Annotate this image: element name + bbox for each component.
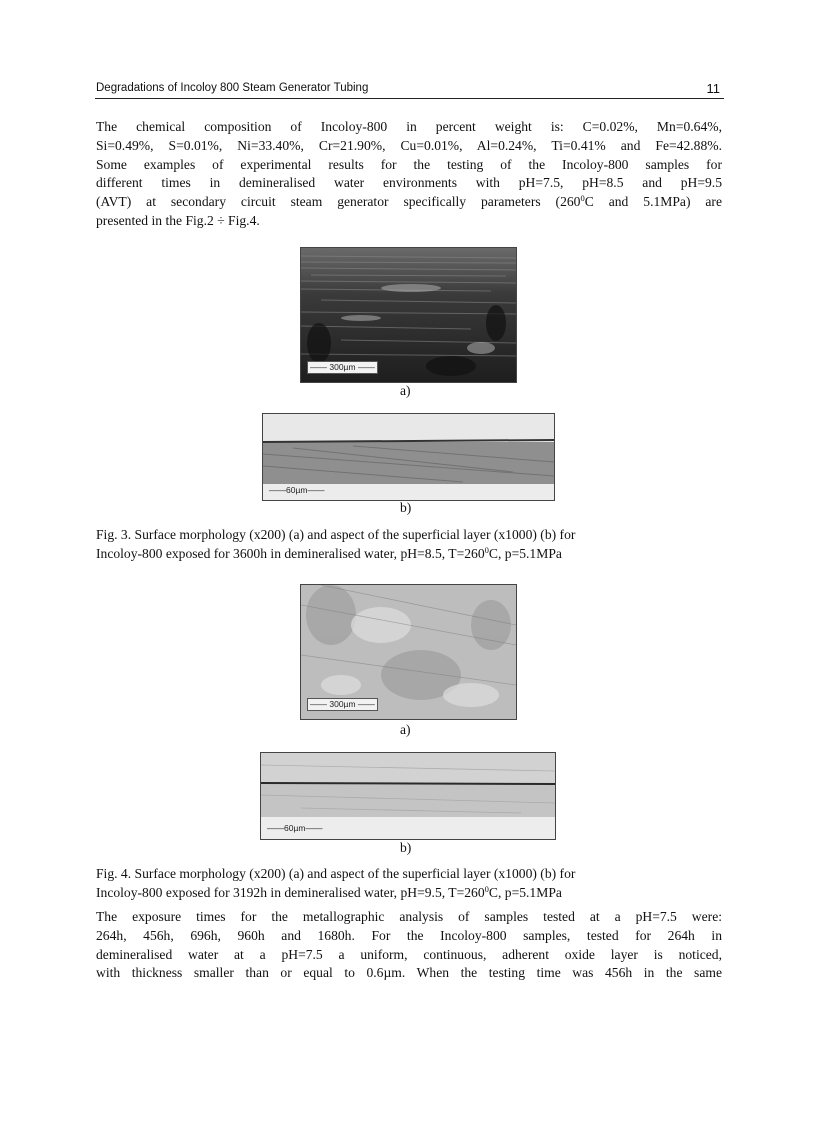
fig3b-cross-section — [262, 413, 555, 501]
fig4a-label: a) — [400, 722, 411, 737]
fig3a-micrograph — [300, 247, 517, 383]
scale-bar: —— 300µm —— — [307, 361, 378, 374]
text-line: presented in the Fig.2 ÷ Fig.4. — [96, 212, 260, 228]
fig3b-label: b) — [400, 500, 412, 515]
closing-paragraph — [96, 908, 722, 983]
text-line: The chemical composition of Incoloy-800 in percent weight is: C=0.02%, Mn=0.64%, — [96, 119, 722, 134]
text-line: demineralised water at a pH=7.5 a uniform, continuous, adherent oxide layer is noticed, — [96, 946, 722, 962]
text-line: The exposure times for the metallographic analysis of samples tested at a pH=7.5 were: — [96, 909, 722, 924]
text-line: Si=0.49%, S=0.01%, Ni=33.40%, Cr=21.90%, Cu=0.01%, Al=0.24%, Ti=0.41% and Fe=42.88%. — [96, 137, 722, 153]
text-line: Some examples of experimental results for the testing of the Incoloy-800 samples for — [96, 156, 722, 172]
text-line: (AVT) at secondary circuit steam generator specifically parameters ($260^0C$ and 5.1MPa) are — [96, 193, 722, 210]
page-number: 11 — [706, 81, 720, 96]
fig4b-cross-section — [260, 752, 556, 840]
running-header — [95, 80, 724, 99]
scale-bar: ——60µm—— — [269, 485, 325, 495]
scale-bar: —— 300µm —— — [307, 698, 378, 711]
intro-paragraph — [96, 118, 722, 231]
fig4b-label: b) — [400, 840, 412, 855]
text-line: different times in demineralised water environments with pH=7.5, pH=8.5 and pH=9.5 — [96, 175, 722, 191]
fig3a-label: a) — [400, 383, 411, 398]
fig4-caption: Fig. 4. Surface morphology (x200) (a) and aspect of the superficial layer (x1000) (b) for Incoloy-800 exposed for 3192h in demineralised water, pH=9.5, $T=260^0C$, p=5.1MPa — [96, 866, 576, 900]
fig4a-micrograph — [300, 584, 517, 720]
text-line: with thickness smaller than or equal to 0.6µm. When the testing time was 456h in the same — [96, 965, 722, 981]
fig3-caption: Fig. 3. Surface morphology (x200) (a) and aspect of the superficial layer (x1000) (b) for Incoloy-800 exposed for 3600h in demineralised water, pH=8.5, $T=260^0C$, p=5.1MPa — [96, 527, 576, 561]
running-title: Degradations of Incoloy 800 Steam Generator Tubing — [96, 82, 369, 94]
scale-bar: ——60µm—— — [267, 823, 323, 833]
text-line: 264h, 456h, 696h, 960h and 1680h. For the Incoloy-800 samples, tested for 264h in — [96, 927, 722, 943]
